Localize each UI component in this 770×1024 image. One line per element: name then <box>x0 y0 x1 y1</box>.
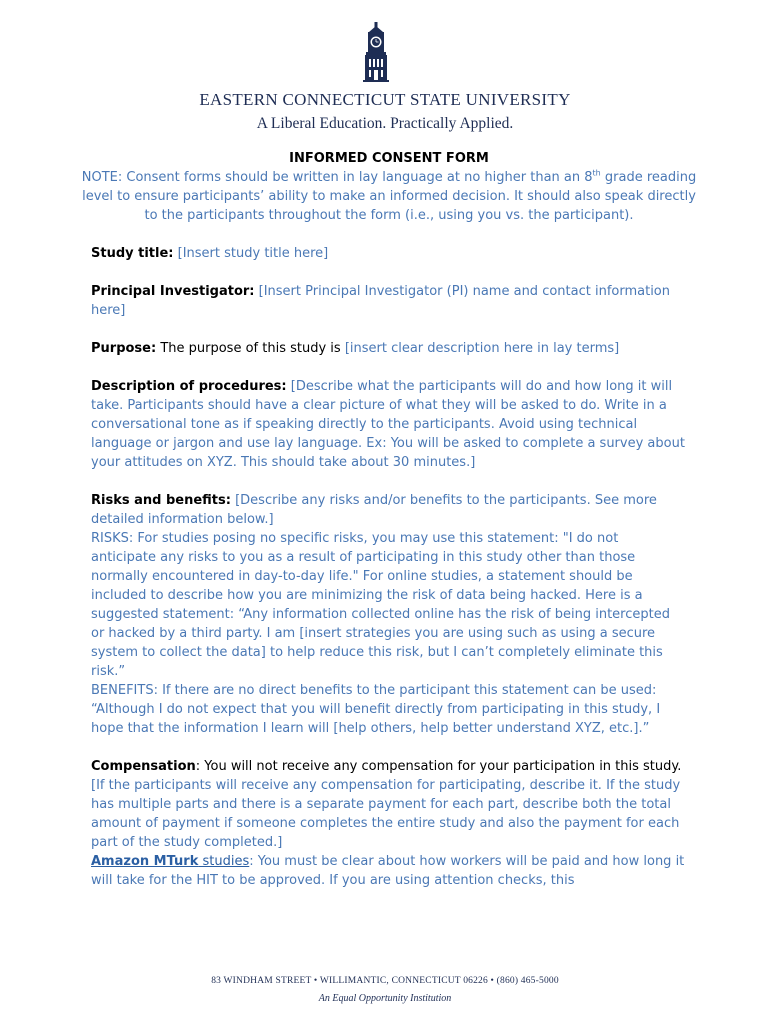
university-tagline: A Liberal Education. Practically Applied. <box>256 115 514 132</box>
pi-value: [Insert Principal Investigator (PI) name and contact information here] <box>91 284 671 318</box>
footer-address: 83 WINDHAM STREET • WILLIMANTIC, CONNECTICUT 06226 • (860) 465-5000 <box>211 976 559 986</box>
compensation-label: Compensation <box>91 759 196 774</box>
purpose-text: The purpose of this study is <box>160 341 341 356</box>
risks-value: [Describe any risks and/or benefits to the participants. See more detailed information below.] <box>91 493 657 527</box>
amazon-mturk-link[interactable]: Amazon MTurk <box>91 854 199 869</box>
compensation-text: : You will not receive any compensation for your participation in this study. <box>195 759 682 774</box>
note-superscript: th <box>592 168 601 178</box>
study-title-row <box>91 244 687 263</box>
pi-row <box>91 282 687 320</box>
form-note <box>81 168 697 225</box>
risks-row <box>91 491 687 529</box>
benefits-text: BENEFITS: If there are no direct benefits to the participant this statement can be used: “Although I do not expect that you will benefit directly from participating in this study, I hope that the information I learn will [help others, help better understand XYZ, etc.].” <box>91 683 661 736</box>
consent-form-body <box>81 149 697 890</box>
university-name: EASTERN CONNECTICUT STATE UNIVERSITY <box>199 90 571 109</box>
procedures-value: [Describe what the participants will do and how long it will take. Participants should have a clear picture of what they will be asked to do. Write in a conversational tone as if speaking directly to the participants. Avoid using technical language or jargon and use lay language. Ex: You will be asked to complete a survey about your attitudes on XYZ. This should take about 30 minutes.] <box>91 379 685 470</box>
note-text-cont: grade reading level to ensure participants’ ability to make an informed decision. It should also speak directly to the participants throughout the form (i.e., using you vs. the participant). <box>82 170 697 223</box>
risks-text: RISKS: For studies posing no specific risks, you may use this statement: "I do not anticipate any risks to you as a result of participating in this study other than those normally encountered in day-to-day life." For online studies, a statement should be included to describe how you are minimizing the risk of data being hacked. Here is a suggested statement: “Any information collected online has the risk of being intercepted or hacked by a third party. I am [insert strategies you are using such as using a secure system to collect the data] to help reduce this risk, but I can’t completely eliminate this risk.” <box>91 531 670 679</box>
pi-label: Principal Investigator: <box>91 284 255 299</box>
compensation-value: [If the participants will receive any compensation for participating, describe it. If the study has multiple parts and there is a separate payment for each part, describe both the total amount of payment if someone completes the entire study and also the payment for each part of the study completed.] <box>91 778 681 850</box>
procedures-label: Description of procedures: <box>91 379 287 394</box>
purpose-value: [insert clear description here in lay terms] <box>344 341 620 356</box>
procedures-row <box>91 377 687 472</box>
study-title-label: Study title: <box>91 246 174 261</box>
purpose-label: Purpose: <box>91 341 157 356</box>
clock-tower-icon <box>360 22 392 82</box>
form-title: INFORMED CONSENT FORM <box>289 151 489 166</box>
studies-link[interactable]: studies <box>198 854 250 869</box>
risks-label: Risks and benefits: <box>91 493 231 508</box>
mturk-row <box>91 852 687 890</box>
study-title-value: [Insert study title here] <box>177 246 329 261</box>
mturk-text: : You must be clear about how workers will be paid and how long it will take for the HIT to be approved. If you are using attention checks, this <box>91 854 685 888</box>
footer-eoi: An Equal Opportunity Institution <box>318 993 452 1004</box>
purpose-row <box>91 339 687 358</box>
compensation-row <box>91 757 687 852</box>
note-text: NOTE: Consent forms should be written in lay language at no higher than an 8 <box>81 170 593 185</box>
